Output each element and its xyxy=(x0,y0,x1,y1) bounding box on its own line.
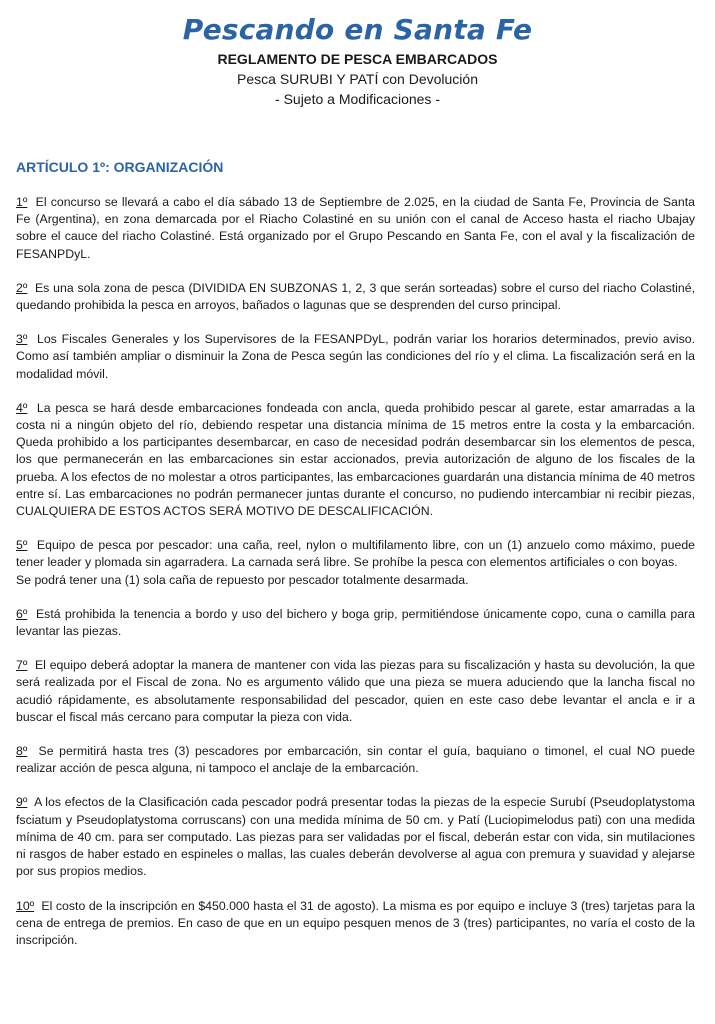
paragraph-text: El equipo deberá adoptar la manera de mantener con vida las piezas para su fiscalización y hasta su devolución, la que será realizada por el Fiscal de zona. No es argumento válido que una pieza se muera aduciendo que la lancha fiscal no acudió rápidamente, es absolutamente responsabilidad del pescador, quien en este caso debe levantar el ancla e ir a buscar el fiscal más cercano para computar la pieza con vida. xyxy=(16,658,695,724)
paragraph-text: A los efectos de la Clasificación cada pescador podrá presentar todas la piezas de la especie Surubí (Pseudoplatystoma fsciatum y Pseudoplatystoma corruscans) con una medida mínima de 50 cm. y Patí (Luciopimelodus pati) con una medida mínima de 40 cm. para ser computado. Las piezas para ser validadas por el fiscal, deberán estar con vida, sin mutilaciones ni rasgos de haber estado en espineles o mallas, las cuales deberán devolverse al agua con premura y suavidad y alejarse por sus propios medios. xyxy=(16,795,695,879)
article-paragraph xyxy=(16,606,695,640)
paragraph-extra-text: Se podrá tener una (1) sola caña de repuesto por pescador totalmente desarmada. xyxy=(16,572,469,587)
paragraph-text: El costo de la inscripción en $450.000 hasta el 31 de agosto). La misma es por equipo e incluye 3 (tres) tarjetas para la cena de entrega de premios. En caso de que en un equipo pesquen menos de 3 (tres) participantes, no varía el costo de la inscripción. xyxy=(16,898,695,947)
paragraph-text: Está prohibida la tenencia a bordo y uso del bichero y boga grip, permitiéndose únicamente copo, cuna o camilla para levantar las piezas. xyxy=(16,606,695,639)
document-header xyxy=(0,0,715,109)
paragraph-number: 8º xyxy=(16,744,28,759)
paragraph-text: Es una sola zona de pesca (DIVIDIDA EN SUBZONAS 1, 2, 3 que serán sorteadas) sobre el curso del riacho Colastiné, quedando prohibida la pesca en arroyos, bañados o lagunas que se desprenden del curso principal. xyxy=(16,280,695,313)
article-paragraph xyxy=(16,794,695,880)
paragraph-text: Los Fiscales Generales y los Supervisores de la FESANPDyL, podrán variar los horarios determinados, previo aviso. Como así también ampliar o disminuir la Zona de Pesca según las condiciones del río y el clima. La fiscalización será en la modalidad móvil. xyxy=(16,332,695,381)
document-title: Pescando en Santa Fe xyxy=(182,13,533,46)
paragraph-number: 1º xyxy=(16,195,28,209)
article-paragraph xyxy=(16,331,695,383)
paragraph-text: La pesca se hará desde embarcaciones fondeada con ancla, queda prohibido pescar al garete, estar amarradas a la costa ni a ningún objeto del río, debiendo respetar una distancia mínima de 15 metros entre la costa y la embarcación. Queda prohibido a los participantes desembarcar, en caso de necesidad podrán desembarcar sin los elementos de pesca, los que permanecerán en las embarcaciones sin estar accionados, previa autorización de alguno de los fiscales de la prueba. A los efectos de no molestar a otros participantes, las embarcaciones guardarán una distancia mínima de 40 metros entre sí. Las embarcaciones no podrán permanecer juntas durante el concurso, no pudiendo intercambiar ni recibir piezas, CUALQUIERA DE ESTOS ACTOS SERÁ MOTIVO DE DESCALIFICACIÓN. xyxy=(16,400,695,519)
paragraph-text: Equipo de pesca por pescador: una caña, reel, nylon o multifilamento libre, con un (1) anzuelo como máximo, puede tener leader y plomada sin agarradera. La carnada será libre. Se prohíbe la pesca con elementos artificiales o con boyas. xyxy=(16,538,696,570)
paragraph-number: 3º xyxy=(16,332,28,347)
paragraph-number: 9º xyxy=(16,795,28,810)
document-subheading-1: Pesca SURUBI Y PATÍ con Devolución xyxy=(237,71,478,87)
article-paragraph xyxy=(16,743,695,777)
article-paragraph xyxy=(16,898,695,950)
article-heading: ARTÍCULO 1º: ORGANIZACIÓN xyxy=(16,159,224,175)
article-paragraph xyxy=(16,400,695,520)
paragraph-number: 6º xyxy=(16,606,28,621)
paragraph-number: 2º xyxy=(16,280,28,295)
paragraph-text: Se permitirá hasta tres (3) pescadores por embarcación, sin contar el guía, baquiano o timonel, el cual NO puede realizar acción de pesca alguna, ni tampoco el anclaje de la embarcación. xyxy=(16,744,695,776)
document-subheading-2: - Sujeto a Modificaciones - xyxy=(275,91,440,107)
document-subtitle: REGLAMENTO DE PESCA EMBARCADOS xyxy=(217,51,498,67)
article-paragraph xyxy=(16,194,695,263)
article-paragraph xyxy=(16,537,695,589)
paragraph-number: 4º xyxy=(16,400,28,415)
paragraph-text: El concurso se llevará a cabo el día sábado 13 de Septiembre de 2.025, en la ciudad de Santa Fe, Provincia de Santa Fe (Argentina), en zona demarcada por el Riacho Colastiné en su unión con el canal de Acceso hasta el riacho Ubajay sobre el cauce del riacho Colastiné. Está organizado por el Grupo Pescando en Santa Fe, con el aval y la fiscalización de FESANPDyL. xyxy=(16,195,695,261)
article-content xyxy=(16,194,695,966)
paragraph-number: 7º xyxy=(16,658,28,673)
paragraph-number: 5º xyxy=(16,538,28,553)
article-paragraph xyxy=(16,657,695,726)
article-paragraph xyxy=(16,280,695,314)
paragraph-number: 10º xyxy=(16,898,35,913)
